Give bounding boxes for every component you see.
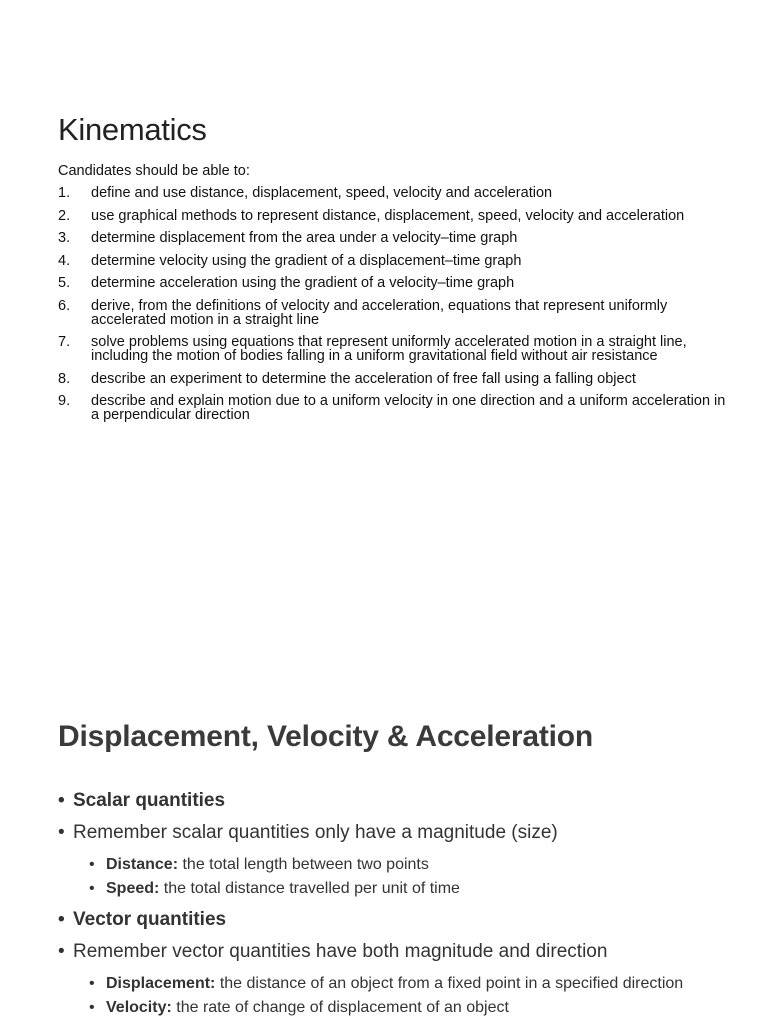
bullet-icon: • (89, 999, 95, 1016)
objectives-list (58, 186, 728, 431)
scalar-remember (58, 822, 728, 844)
scalar-heading (58, 790, 728, 812)
slide-title: Kinematics (58, 112, 207, 147)
objective-text: describe an experiment to determine the acceleration of free fall using a falling object (91, 370, 636, 387)
vector-remember-text: Remember vector quantities have both magnitude and direction (73, 941, 608, 962)
objective-number: 8. (58, 370, 71, 387)
bullet-icon: • (58, 822, 65, 843)
objective-number: 2. (58, 207, 71, 224)
slide-title: Displacement, Velocity & Acceleration (58, 720, 594, 753)
displacement-term: Displacement: (106, 975, 216, 992)
distance-def: the total length between two points (178, 856, 429, 873)
objective-item (58, 299, 728, 327)
intro-text: Candidates should be able to: (58, 163, 250, 179)
objective-item (58, 254, 728, 268)
objective-text: define and use distance, displacement, speed, velocity and acceleration (91, 185, 553, 201)
bullet-icon: • (58, 909, 65, 930)
bullet-icon: • (89, 856, 95, 873)
velocity-def: the rate of change of displacement of an object (171, 999, 509, 1016)
objective-item (58, 394, 728, 422)
objective-number: 6. (58, 297, 71, 314)
bullet-icon: • (89, 975, 95, 992)
distance-term: Distance: (106, 856, 179, 873)
objective-number: 3. (58, 230, 71, 246)
displacement-def: the distance of an object from a fixed point in a specified direction (215, 975, 684, 992)
objective-number: 1. (58, 185, 71, 201)
bullet-icon: • (89, 880, 95, 897)
slide-displacement-velocity-acceleration (0, 690, 768, 1024)
vector-remember (58, 941, 728, 963)
objective-item (58, 186, 728, 200)
objective-text: use graphical methods to represent distance, displacement, speed, velocity and acceleration (91, 207, 685, 224)
objective-item (58, 231, 728, 245)
scalar-heading-text: Scalar quantities (73, 790, 226, 811)
speed-term: Speed: (106, 880, 160, 897)
objective-number: 7. (58, 334, 71, 350)
objective-item (58, 276, 728, 290)
speed-def: the total distance travelled per unit of time (159, 880, 460, 897)
objective-item (58, 209, 728, 223)
displacement-definition (58, 973, 728, 995)
scalar-remember-text: Remember scalar quantities only have a magnitude (size) (73, 822, 558, 843)
objective-number: 9. (58, 393, 71, 409)
distance-definition (58, 854, 728, 876)
objective-text: determine displacement from the area under a velocity–time graph (91, 230, 518, 246)
vector-heading (58, 909, 728, 931)
objective-number: 4. (58, 252, 71, 269)
objective-text: describe and explain motion due to a uniform velocity in one direction and a uniform acceleration in a perpendicular direction (91, 393, 726, 423)
bullet-list (58, 790, 728, 1021)
bullet-icon: • (58, 941, 65, 962)
objective-text: derive, from the definitions of velocity and acceleration, equations that represent uniformly accelerated motion in a straight line (91, 297, 668, 328)
objective-item (58, 335, 728, 363)
objective-text: determine velocity using the gradient of a displacement–time graph (91, 252, 522, 269)
objective-text: solve problems using equations that represent uniformly accelerated motion in a straight line, including the motion of bodies falling in a uniform gravitational field without air resistance (91, 334, 687, 364)
vector-heading-text: Vector quantities (73, 909, 227, 930)
speed-definition (58, 878, 728, 900)
objective-text: determine acceleration using the gradient of a velocity–time graph (91, 275, 515, 291)
objective-item (58, 372, 728, 386)
objective-number: 5. (58, 275, 71, 291)
bullet-icon: • (58, 790, 65, 811)
velocity-definition (58, 997, 728, 1019)
velocity-term: Velocity: (106, 999, 172, 1016)
